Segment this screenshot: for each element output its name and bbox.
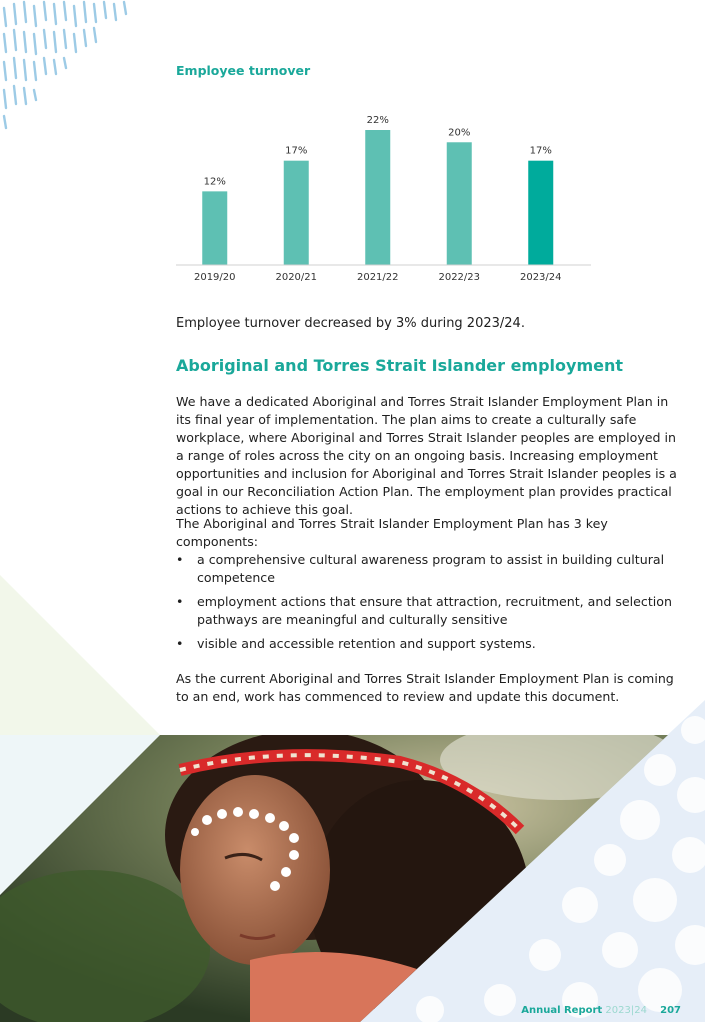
bar-2020/21: [284, 161, 309, 265]
bullet-icon: •: [176, 636, 184, 651]
data-label: 20%: [448, 127, 471, 139]
list-item: • visible and accessible retention and support systems.: [176, 636, 536, 651]
data-label: 17%: [285, 145, 308, 157]
list-item: • a comprehensive cultural awareness program to assist in building cultural competence: [176, 552, 665, 585]
x-tick-label: 2020/21: [275, 272, 318, 283]
bar-2022/23: [447, 142, 472, 265]
chart-title: Employee turnover: [176, 63, 311, 78]
paragraph-employment-plan: We have a dedicated Aboriginal and Torres Strait Islander Employment Plan in its final year of implementation. The plan aims to create a culturally safe workplace, where Aboriginal and Torres Strait Islander peoples are employed in a range of roles across the city on an ongoing basis. Increasing employment opportunities and inclusion for Aboriginal and Torres Strait Islander peoples is a goal in our Reconciliation Action Plan. The employment plan provides practical actions to achieve this goal.: [176, 394, 677, 517]
paragraph-review: As the current Aboriginal and Torres Strait Islander Employment Plan is coming to an end, work has commenced to review and update this document.: [176, 671, 674, 704]
bar-2019/20: [202, 191, 227, 265]
x-tick-label: 2022/23: [438, 272, 481, 283]
bullet-icon: •: [176, 594, 184, 609]
section-heading: Aboriginal and Torres Strait Islander employment: [176, 356, 624, 375]
x-tick-label: 2019/20: [193, 272, 236, 283]
page-number: 207: [660, 1005, 681, 1016]
employee-turnover-chart: [176, 105, 616, 290]
paragraph-key-components: The Aboriginal and Torres Strait Islander Employment Plan has 3 key components:: [176, 516, 608, 549]
components-list: [176, 551, 681, 659]
bar-2023/24: [528, 161, 553, 265]
list-item: • employment actions that ensure that attraction, recruitment, and selection pathways are meaningful and culturally sensitive: [176, 594, 672, 627]
x-tick-label: 2023/24: [519, 272, 562, 283]
data-label: 22%: [366, 115, 389, 126]
footer-label: Annual Report: [521, 1005, 603, 1016]
page-footer: [521, 1005, 681, 1016]
data-label: 17%: [529, 145, 552, 157]
turnover-note: Employee turnover decreased by 3% during 2023/24.: [176, 316, 525, 331]
footer-year: 2023|24: [605, 1005, 647, 1016]
x-tick-label: 2021/22: [356, 272, 399, 283]
bullet-icon: •: [176, 552, 184, 567]
data-label: 12%: [203, 176, 226, 188]
bar-2021/22: [365, 130, 390, 265]
